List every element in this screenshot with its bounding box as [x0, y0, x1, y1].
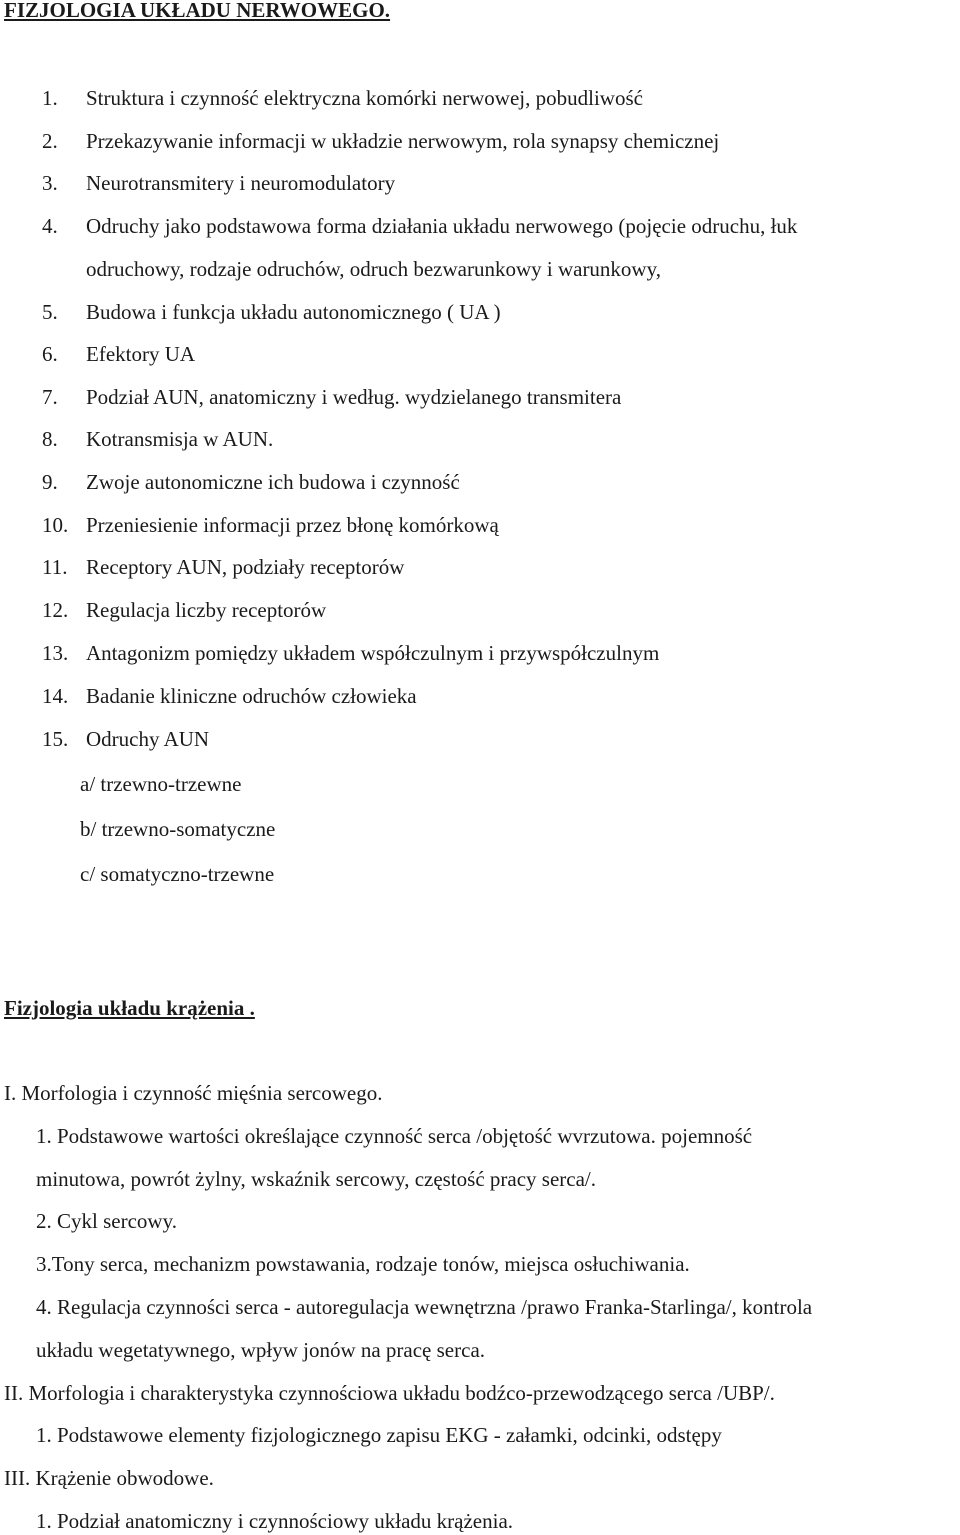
- list-item-number: 11.: [42, 555, 68, 579]
- list-item-number: 2.: [42, 129, 58, 153]
- outline-item: 1. Podstawowe elementy fizjologicznego zapisu EKG - załamki, odcinki, odstępy: [36, 1423, 722, 1447]
- list-item-number: 4.: [42, 214, 58, 238]
- sub-list-item: b/ trzewno-somatyczne: [80, 817, 276, 841]
- list-item-text: Odruchy AUN: [86, 727, 210, 751]
- list-item-text-continued: odruchowy, rodzaje odruchów, odruch bezwarunkowy i warunkowy,: [86, 257, 661, 281]
- list-item-text: Przekazywanie informacji w układzie nerwowym, rola synapsy chemicznej: [86, 129, 720, 153]
- outline-item: 1. Podział anatomiczny i czynnościowy układu krążenia.: [36, 1509, 514, 1533]
- outline-item: 1. Podstawowe wartości określające czynność serca /objętość wvrzutowa. pojemność: [36, 1124, 753, 1148]
- list-item-number: 8.: [42, 427, 58, 451]
- list-item-number: 3.: [42, 171, 58, 195]
- section-title-nervous-system: FIZJOLOGIA UKŁADU NERWOWEGO.: [4, 0, 391, 22]
- outline-item: 4. Regulacja czynności serca - autoregulacja wewnętrzna /prawo Franka-Starlinga/, kontrola: [36, 1295, 813, 1319]
- section-title-circulatory-system: Fizjologia układu krążenia .: [4, 996, 255, 1020]
- list-item-number: 12.: [42, 598, 69, 622]
- list-item-number: 6.: [42, 342, 58, 366]
- list-item-text: Odruchy jako podstawowa forma działania układu nerwowego (pojęcie odruchu, łuk: [86, 214, 798, 238]
- outline-heading-roman-1: I. Morfologia i czynność mięśnia sercowego.: [4, 1081, 383, 1105]
- list-item-text: Struktura i czynność elektryczna komórki nerwowej, pobudliwość: [86, 86, 643, 110]
- list-item-text: Regulacja liczby receptorów: [86, 598, 327, 622]
- list-item-number: 10.: [42, 513, 69, 537]
- list-item-text: Badanie kliniczne odruchów człowieka: [86, 684, 417, 708]
- list-item-number: 7.: [42, 385, 58, 409]
- outline-item-continued: minutowa, powrót żylny, wskaźnik sercowy, częstość pracy serca/.: [36, 1167, 597, 1191]
- outline-heading-roman-2: II. Morfologia i charakterystyka czynnościowa układu bodźco-przewodzącego serca /UBP/.: [4, 1381, 775, 1405]
- list-item-number: 5.: [42, 300, 58, 324]
- list-item-number: 9.: [42, 470, 58, 494]
- list-item-number: 13.: [42, 641, 69, 665]
- list-item-text: Przeniesienie informacji przez błonę komórkową: [86, 513, 499, 537]
- list-item-text: Zwoje autonomiczne ich budowa i czynność: [86, 470, 460, 494]
- outline-item-continued: układu wegetatywnego, wpływ jonów na pracę serca.: [36, 1338, 486, 1362]
- list-item-number: 1.: [42, 86, 58, 110]
- list-item-number: 15.: [42, 727, 69, 751]
- list-item-text: Efektory UA: [86, 342, 196, 366]
- list-item-text: Kotransmisja w AUN.: [86, 427, 274, 451]
- sub-list-item: c/ somatyczno-trzewne: [80, 862, 275, 886]
- list-item-text: Neurotransmitery i neuromodulatory: [86, 171, 396, 195]
- list-item-text: Podział AUN, anatomiczny i według. wydzielanego transmitera: [86, 385, 622, 409]
- outline-item: 2. Cykl sercowy.: [36, 1209, 177, 1233]
- list-item-number: 14.: [42, 684, 69, 708]
- sub-list-item: a/ trzewno-trzewne: [80, 772, 242, 796]
- list-item-text: Budowa i funkcja układu autonomicznego ( UA ): [86, 300, 501, 324]
- list-item-text: Receptory AUN, podziały receptorów: [86, 555, 405, 579]
- outline-item: 3.Tony serca, mechanizm powstawania, rodzaje tonów, miejsca osłuchiwania.: [36, 1252, 690, 1276]
- outline-heading-roman-3: III. Krążenie obwodowe.: [4, 1466, 214, 1490]
- list-item-text: Antagonizm pomiędzy układem współczulnym i przywspółczulnym: [86, 641, 660, 665]
